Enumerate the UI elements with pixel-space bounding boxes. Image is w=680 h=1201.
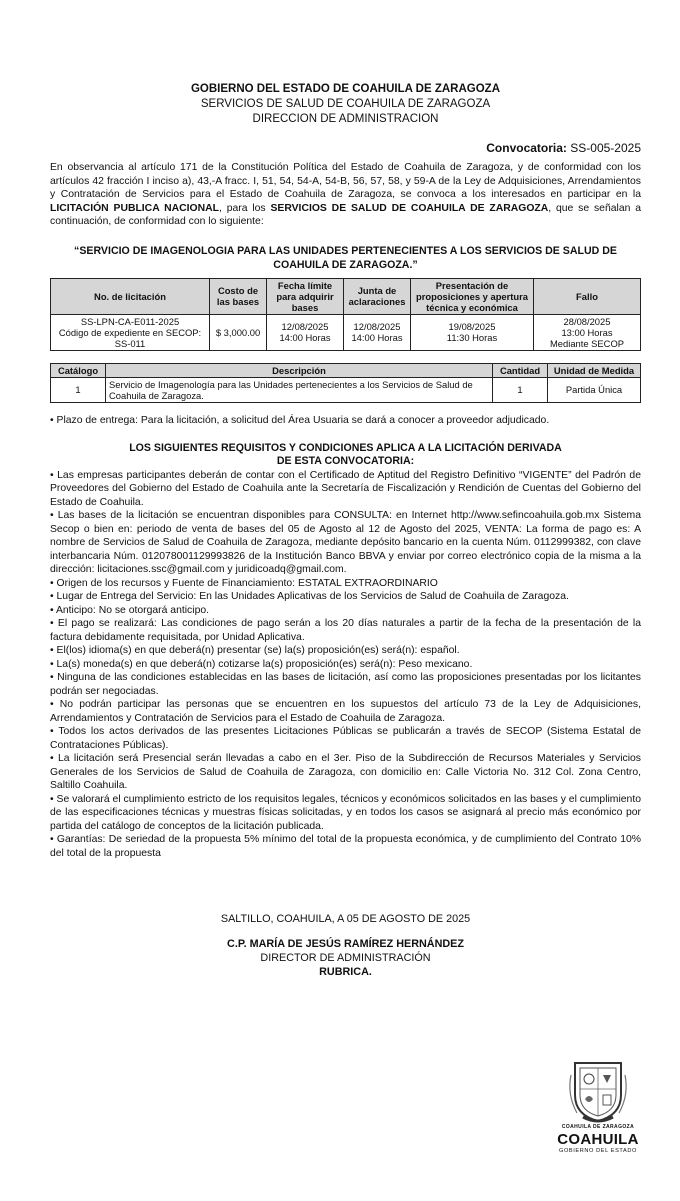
cell-presentacion	[411, 314, 534, 350]
logo-subtitle: GOBIERNO DEL ESTADO	[559, 1148, 637, 1154]
col-junta-aclaraciones: Junta de aclaraciones	[344, 278, 411, 314]
requirements-title	[50, 442, 641, 469]
col-catalogo: Catálogo	[51, 363, 106, 377]
coahuila-logo	[552, 1055, 644, 1165]
table-row	[51, 314, 641, 350]
place-date: SALTILLO, COAHUILA, A 05 DE AGOSTO DE 2025	[220, 913, 471, 926]
seal-text: COAHUILA DE ZARAGOZA	[561, 1124, 635, 1130]
notice-page	[50, 82, 641, 979]
col-cantidad: Cantidad	[493, 363, 548, 377]
cell-catalogo: 1	[51, 377, 106, 402]
requirements-title-line1: LOS SIGUIENTES REQUISITOS Y CONDICIONES APLICA A LA LICITACIÓN DERIVADA	[129, 441, 562, 454]
list-item: • Origen de los recursos y Fuente de Financiamiento: ESTATAL EXTRAORDINARIO	[50, 577, 438, 589]
col-descripcion: Descripción	[106, 363, 493, 377]
cell-costo: $ 3,000.00	[210, 314, 267, 350]
service-title: “SERVICIO DE IMAGENOLOGIA PARA LAS UNIDADES PERTENECIENTES A LOS SERVICIOS DE SALUD DE COAHUILA DE ZARAGOZA.”	[74, 244, 617, 271]
catalog-table	[50, 363, 641, 403]
list-item: • Se valorará el cumplimiento estricto de los requisitos legales, técnicos y económicos solicitados en las bases y el cumplimiento de las especificaciones técnicas y muestras físicas solicitadas, y en todos los casos se asignará al precio más económico por partida del catálogo de conceptos de la licitación publicada.	[50, 793, 641, 832]
list-item: • Ninguna de las condiciones establecidas en las bases de licitación, así como las proposiciones presentadas por los licitantes podrán ser negociadas.	[50, 672, 641, 697]
convocatoria-label: Convocatoria:	[486, 141, 567, 155]
fallo-time: 13:00 Horas	[561, 326, 613, 338]
list-item: • La(s) moneda(s) en que deberá(n) cotizarse la(s) proposición(es) será(n): Peso mexicano.	[50, 658, 473, 670]
col-costo-bases: Costo de las bases	[210, 278, 267, 314]
list-item: • La licitación será Presencial serán llevadas a cabo en el 3er. Piso de la Subdirección de Recursos Materiales y Servicios Generales de los Servicios de Salud de Coahuila de Zaragoza, con domicilio en: Calle Victoria No. 312 Col. Zona Centro, Saltillo Coahuila.	[50, 753, 641, 792]
intro-bold-services: SERVICIOS DE SALUD DE COAHUILA DE ZARAGOZA	[270, 202, 549, 214]
document-header	[50, 82, 641, 127]
coat-of-arms-icon	[563, 1055, 633, 1125]
list-item: • Lugar de Entrega del Servicio: En las Unidades Aplicativas de los Servicios de Salud de Coahuila de Zaragoza.	[50, 591, 569, 603]
list-item: • No podrán participar las personas que se encuentren en los supuestos del artículo 73 de la Ley de Adquisiciones, Arrendamientos y Contratación de Servicios para el Estado de Coahuila de Zaragoza.	[50, 699, 641, 724]
cell-fecha-limite	[267, 314, 344, 350]
licitacion-table-header	[51, 278, 641, 314]
licitacion-table	[50, 278, 641, 351]
signature-block	[50, 912, 641, 979]
logo-name: COAHUILA	[557, 1131, 639, 1148]
junta-date: 12/08/2025	[353, 321, 401, 333]
requirements-list	[50, 469, 641, 861]
cell-fallo	[534, 314, 641, 350]
plazo-entrega: • Plazo de entrega: Para la licitación, a solicitud del Área Usuaria se dará a conocer a proveedor adjudicado.	[50, 414, 550, 426]
intro-text-2: , para los	[218, 202, 271, 214]
fallo-date: 28/08/2025	[563, 315, 611, 327]
catalog-table-header	[51, 363, 641, 377]
fecha-time: 14:00 Horas	[279, 332, 331, 344]
fallo-method: Mediante SECOP	[550, 337, 624, 349]
convocatoria-number: SS-005-2025	[570, 141, 641, 155]
list-item: • Anticipo: No se otorgará anticipo.	[50, 604, 210, 616]
intro-bold-licitacion: LICITACIÓN PUBLICA NACIONAL	[50, 202, 219, 214]
cell-licitacion	[51, 314, 210, 350]
table-row	[51, 377, 641, 402]
cell-junta	[344, 314, 411, 350]
intro-paragraph	[50, 161, 641, 229]
requirements-title-line2: DE ESTA CONVOCATORIA:	[276, 455, 415, 468]
signer-name: C.P. MARÍA DE JESÚS RAMÍREZ HERNÁNDEZ	[227, 938, 464, 951]
header-government: GOBIERNO DEL ESTADO DE COAHUILA DE ZARAGOZA	[190, 83, 501, 95]
list-item: • Todos los actos derivados de las presentes Licitaciones Públicas se publicarán a través de SECOP (Sistema Estatal de Contrataciones Públicas).	[50, 726, 641, 751]
list-item: • El(los) idioma(s) en que deberá(n) presentar (se) la(s) proposición(es) será(n): español.	[50, 645, 460, 657]
convocatoria-line	[50, 141, 641, 155]
col-fecha-limite: Fecha límite para adquirir bases	[267, 278, 344, 314]
list-item: • Las bases de la licitación se encuentran disponibles para CONSULTA: en Internet http://www.sefincoahuila.gob.mx Sistema Secop o bien en: periodo de venta de bases del 05 de Agosto al 12 de Agosto del 2025, VENTA: La forma de pago es: A nombre de Servicios de Salud de Coahuila de Zaragoza, mediante depósito bancario en la cuenta Núm. 0112999382, con clave interbancaria Núm. 012078001129993826 de la Institución Banco BBVA y enviar por correo electrónico copia de la misma a la dirección: licitaciones.ssc@gmail.com y juridicoadq@gmail.com.	[50, 510, 641, 576]
list-item: • Garantías: De seriedad de la propuesta 5% mínimo del total de la propuesta económica, y de cumplimiento del Contrato 10% del total de la propuesta	[50, 834, 641, 859]
licitacion-number: SS-LPN-CA-E011-2025	[80, 315, 180, 327]
fecha-date: 12/08/2025	[281, 321, 329, 333]
list-item: • El pago se realizará: Las condiciones de pago serán a los 20 días naturales a partir de la fecha de la presentación de la factura debidamente requisitada, por Unidad Aplicativa.	[50, 618, 641, 643]
presentacion-time: 11:30 Horas	[446, 332, 498, 344]
col-unidad-medida: Unidad de Medida	[548, 363, 641, 377]
intro-text-3: , que se señalan a continuación, de conformidad con lo siguiente:	[50, 202, 641, 228]
signer-position: DIRECTOR DE ADMINISTRACIÓN	[260, 952, 431, 965]
intro-text-1: En observancia al artículo 171 de la Constitución Política del Estado de Coahuila de Zaragoza, y de conformidad con los artículos 42 fracción I inciso a), 43,-A fracc. I, 51, 54, 54-A, 54-B, 56, 57, 58, y 59-A de la Ley de Adquisiciones, Arrendamientos y Contratación de Servicios para el Estado de Coahuila de Zaragoza, se convoca a los interesados en participar en la	[50, 162, 641, 201]
header-health-services: SERVICIOS DE SALUD DE COAHUILA DE ZARAGOZA	[200, 98, 491, 110]
col-no-licitacion: No. de licitación	[51, 278, 210, 314]
rubrica: RUBRICA.	[319, 966, 372, 979]
cell-unidad: Partida Única	[548, 377, 641, 402]
cell-cantidad: 1	[493, 377, 548, 402]
col-presentacion: Presentación de proposiciones y apertura técnica y económica	[411, 278, 534, 314]
header-direction: DIRECCION DE ADMINISTRACION	[252, 113, 439, 125]
junta-time: 14:00 Horas	[351, 332, 403, 344]
licitacion-expediente: Código de expediente en SECOP: SS-011	[58, 326, 202, 349]
list-item: • Las empresas participantes deberán de contar con el Certificado de Aptitud del Registro Definitivo “VIGENTE” del Padrón de Proveedores del Gobierno del Estado de Coahuila ante la Secretaría de Fiscalización y Rendición de Cuentas del Gobierno del Estado de Coahuila.	[50, 469, 641, 508]
col-fallo: Fallo	[534, 278, 641, 314]
cell-descripcion: Servicio de Imagenología para las Unidades pertenecientes a los Servicios de Salud de Coahuila de Zaragoza.	[106, 377, 493, 402]
presentacion-date: 19/08/2025	[448, 321, 496, 333]
